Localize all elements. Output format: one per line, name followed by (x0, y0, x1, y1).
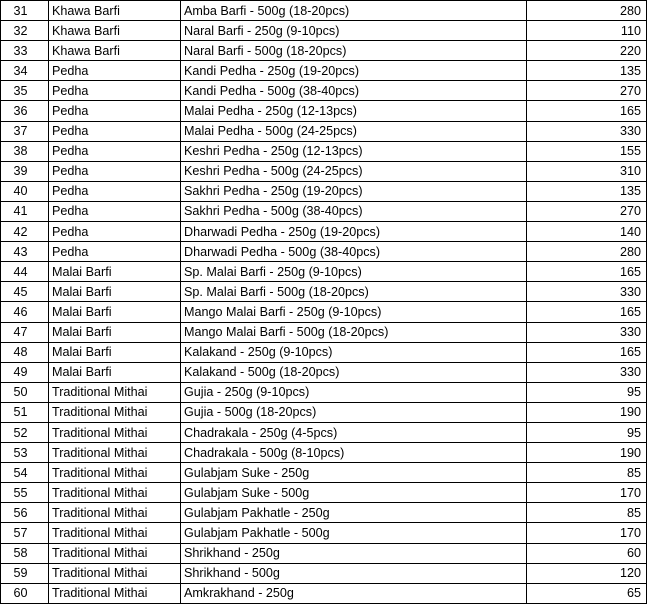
table-row (1, 161, 647, 181)
price-cell: 120 (527, 563, 647, 583)
row-number: 50 (1, 382, 49, 402)
price-cell: 155 (527, 141, 647, 161)
price-cell: 330 (527, 282, 647, 302)
table-row (1, 543, 647, 563)
item-name-cell: Gujia - 250g (9-10pcs) (181, 382, 527, 402)
table-row (1, 402, 647, 422)
price-cell: 135 (527, 181, 647, 201)
price-cell: 310 (527, 161, 647, 181)
row-number: 37 (1, 121, 49, 141)
row-number: 45 (1, 282, 49, 302)
item-name-cell: Keshri Pedha - 250g (12-13pcs) (181, 141, 527, 161)
row-number: 53 (1, 443, 49, 463)
price-cell: 280 (527, 1, 647, 21)
row-number: 33 (1, 41, 49, 61)
table-row (1, 322, 647, 342)
category-cell: Malai Barfi (49, 262, 181, 282)
row-number: 35 (1, 81, 49, 101)
table-row (1, 583, 647, 603)
price-cell: 330 (527, 121, 647, 141)
item-name-cell: Gulabjam Suke - 500g (181, 483, 527, 503)
price-cell: 190 (527, 443, 647, 463)
category-cell: Khawa Barfi (49, 41, 181, 61)
item-name-cell: Kalakand - 250g (9-10pcs) (181, 342, 527, 362)
price-cell: 95 (527, 382, 647, 402)
item-name-cell: Amba Barfi - 500g (18-20pcs) (181, 1, 527, 21)
price-cell: 330 (527, 362, 647, 382)
item-name-cell: Dharwadi Pedha - 250g (19-20pcs) (181, 222, 527, 242)
category-cell: Khawa Barfi (49, 1, 181, 21)
price-cell: 95 (527, 422, 647, 442)
price-cell: 85 (527, 503, 647, 523)
row-number: 58 (1, 543, 49, 563)
table-row (1, 302, 647, 322)
item-name-cell: Kandi Pedha - 500g (38-40pcs) (181, 81, 527, 101)
price-cell: 60 (527, 543, 647, 563)
item-name-cell: Malai Pedha - 500g (24-25pcs) (181, 121, 527, 141)
table-row (1, 222, 647, 242)
price-cell: 270 (527, 201, 647, 221)
item-name-cell: Keshri Pedha - 500g (24-25pcs) (181, 161, 527, 181)
row-number: 42 (1, 222, 49, 242)
table-row (1, 262, 647, 282)
price-cell: 165 (527, 262, 647, 282)
row-number: 43 (1, 242, 49, 262)
table-row (1, 41, 647, 61)
category-cell: Malai Barfi (49, 342, 181, 362)
price-cell: 270 (527, 81, 647, 101)
category-cell: Malai Barfi (49, 282, 181, 302)
item-name-cell: Sp. Malai Barfi - 500g (18-20pcs) (181, 282, 527, 302)
category-cell: Traditional Mithai (49, 583, 181, 603)
row-number: 46 (1, 302, 49, 322)
item-name-cell: Gujia - 500g (18-20pcs) (181, 402, 527, 422)
category-cell: Traditional Mithai (49, 483, 181, 503)
category-cell: Khawa Barfi (49, 21, 181, 41)
table-row (1, 21, 647, 41)
item-name-cell: Sakhri Pedha - 250g (19-20pcs) (181, 181, 527, 201)
price-cell: 65 (527, 583, 647, 603)
category-cell: Pedha (49, 121, 181, 141)
category-cell: Pedha (49, 141, 181, 161)
item-name-cell: Chadrakala - 250g (4-5pcs) (181, 422, 527, 442)
price-cell: 165 (527, 342, 647, 362)
item-name-cell: Gulabjam Pakhatle - 250g (181, 503, 527, 523)
row-number: 34 (1, 61, 49, 81)
category-cell: Pedha (49, 161, 181, 181)
price-cell: 170 (527, 483, 647, 503)
row-number: 38 (1, 141, 49, 161)
category-cell: Traditional Mithai (49, 463, 181, 483)
item-name-cell: Gulabjam Pakhatle - 500g (181, 523, 527, 543)
table-row (1, 81, 647, 101)
item-name-cell: Shrikhand - 500g (181, 563, 527, 583)
price-cell: 330 (527, 322, 647, 342)
table-row (1, 121, 647, 141)
price-cell: 85 (527, 463, 647, 483)
row-number: 49 (1, 362, 49, 382)
price-cell: 165 (527, 101, 647, 121)
category-cell: Malai Barfi (49, 322, 181, 342)
row-number: 56 (1, 503, 49, 523)
item-name-cell: Gulabjam Suke - 250g (181, 463, 527, 483)
table-row (1, 362, 647, 382)
table-row (1, 101, 647, 121)
table-row (1, 382, 647, 402)
row-number: 51 (1, 402, 49, 422)
item-name-cell: Chadrakala - 500g (8-10pcs) (181, 443, 527, 463)
item-name-cell: Malai Pedha - 250g (12-13pcs) (181, 101, 527, 121)
table-row (1, 181, 647, 201)
table-row (1, 141, 647, 161)
table-row (1, 483, 647, 503)
item-name-cell: Dharwadi Pedha - 500g (38-40pcs) (181, 242, 527, 262)
item-name-cell: Kalakand - 500g (18-20pcs) (181, 362, 527, 382)
table-row (1, 282, 647, 302)
item-name-cell: Shrikhand - 250g (181, 543, 527, 563)
category-cell: Pedha (49, 81, 181, 101)
row-number: 60 (1, 583, 49, 603)
item-name-cell: Naral Barfi - 250g (9-10pcs) (181, 21, 527, 41)
category-cell: Traditional Mithai (49, 382, 181, 402)
row-number: 52 (1, 422, 49, 442)
item-name-cell: Sakhri Pedha - 500g (38-40pcs) (181, 201, 527, 221)
category-cell: Traditional Mithai (49, 503, 181, 523)
category-cell: Pedha (49, 222, 181, 242)
item-name-cell: Kandi Pedha - 250g (19-20pcs) (181, 61, 527, 81)
category-cell: Pedha (49, 61, 181, 81)
category-cell: Traditional Mithai (49, 523, 181, 543)
category-cell: Traditional Mithai (49, 543, 181, 563)
price-cell: 170 (527, 523, 647, 543)
category-cell: Pedha (49, 101, 181, 121)
category-cell: Malai Barfi (49, 362, 181, 382)
row-number: 48 (1, 342, 49, 362)
row-number: 47 (1, 322, 49, 342)
table-row (1, 563, 647, 583)
price-cell: 165 (527, 302, 647, 322)
row-number: 55 (1, 483, 49, 503)
table-row (1, 342, 647, 362)
row-number: 57 (1, 523, 49, 543)
price-cell: 140 (527, 222, 647, 242)
price-cell: 135 (527, 61, 647, 81)
item-name-cell: Naral Barfi - 500g (18-20pcs) (181, 41, 527, 61)
price-cell: 280 (527, 242, 647, 262)
category-cell: Pedha (49, 181, 181, 201)
row-number: 44 (1, 262, 49, 282)
row-number: 39 (1, 161, 49, 181)
row-number: 54 (1, 463, 49, 483)
table-row (1, 463, 647, 483)
item-name-cell: Sp. Malai Barfi - 250g (9-10pcs) (181, 262, 527, 282)
table-row (1, 242, 647, 262)
price-list-body (1, 1, 647, 604)
item-name-cell: Mango Malai Barfi - 250g (9-10pcs) (181, 302, 527, 322)
item-name-cell: Mango Malai Barfi - 500g (18-20pcs) (181, 322, 527, 342)
row-number: 32 (1, 21, 49, 41)
row-number: 36 (1, 101, 49, 121)
price-cell: 190 (527, 402, 647, 422)
row-number: 40 (1, 181, 49, 201)
table-row (1, 61, 647, 81)
table-row (1, 201, 647, 221)
row-number: 41 (1, 201, 49, 221)
category-cell: Malai Barfi (49, 302, 181, 322)
category-cell: Traditional Mithai (49, 422, 181, 442)
table-row (1, 422, 647, 442)
category-cell: Traditional Mithai (49, 402, 181, 422)
row-number: 31 (1, 1, 49, 21)
item-name-cell: Amkrakhand - 250g (181, 583, 527, 603)
category-cell: Pedha (49, 242, 181, 262)
table-row (1, 443, 647, 463)
price-cell: 220 (527, 41, 647, 61)
category-cell: Pedha (49, 201, 181, 221)
price-cell: 110 (527, 21, 647, 41)
table-row (1, 1, 647, 21)
category-cell: Traditional Mithai (49, 443, 181, 463)
table-row (1, 503, 647, 523)
table-row (1, 523, 647, 543)
category-cell: Traditional Mithai (49, 563, 181, 583)
row-number: 59 (1, 563, 49, 583)
